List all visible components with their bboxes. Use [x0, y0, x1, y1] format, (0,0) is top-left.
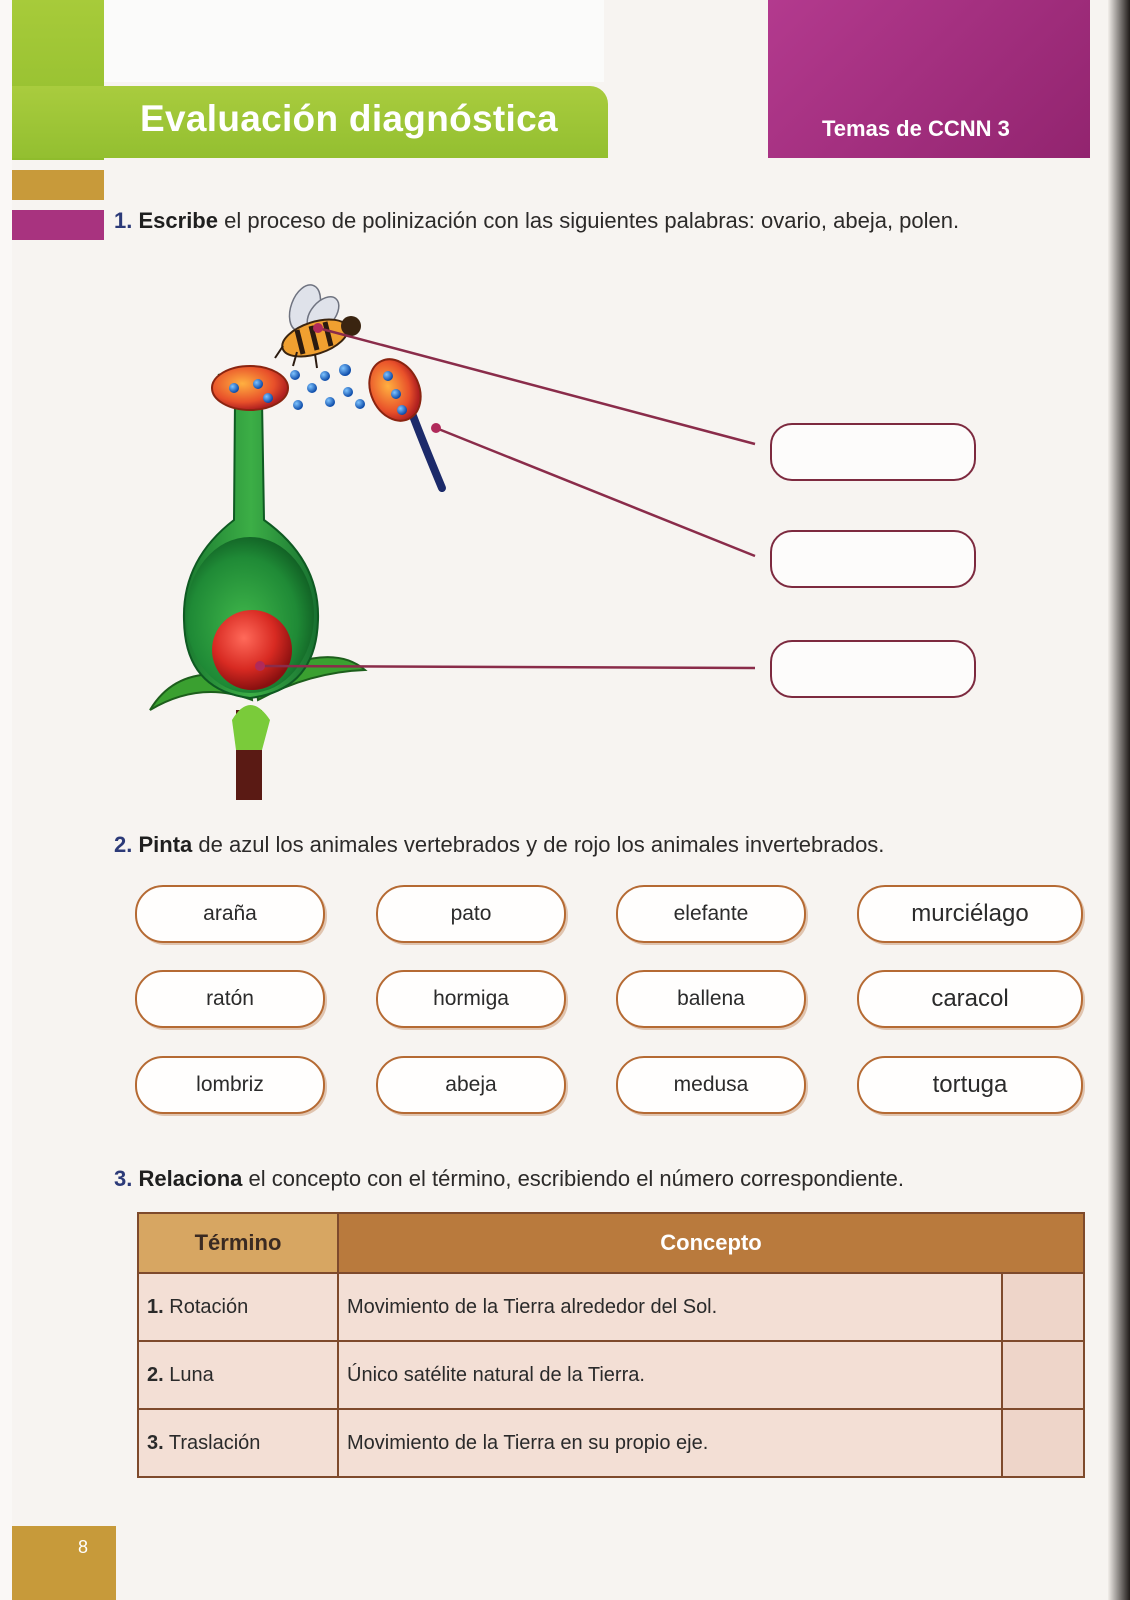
page-margin [0, 0, 12, 1600]
question-keyword: Escribe [138, 208, 218, 233]
concept-cell: Movimiento de la Tierra alrededor del Sol. [338, 1273, 1002, 1341]
term-cell [138, 1409, 338, 1477]
answer-box-1[interactable] [770, 423, 976, 481]
table-row [138, 1341, 1084, 1409]
animal-pill[interactable]: lombriz [135, 1056, 325, 1114]
animal-pill[interactable]: abeja [376, 1056, 566, 1114]
animal-pill[interactable]: elefante [616, 885, 806, 943]
column-header-concept: Concepto [338, 1213, 1084, 1273]
subject-label: Temas de CCNN 3 [822, 116, 1010, 141]
header-white-block [104, 0, 604, 82]
answer-box-2[interactable] [770, 530, 976, 588]
column-header-term: Término [138, 1213, 338, 1273]
concept-cell: Movimiento de la Tierra en su propio eje. [338, 1409, 1002, 1477]
page-title: Evaluación diagnóstica [140, 98, 558, 139]
answer-box-3[interactable] [770, 640, 976, 698]
animal-pill[interactable]: ratón [135, 970, 325, 1028]
term-number: 3. [147, 1431, 164, 1454]
animal-pill[interactable]: pato [376, 885, 566, 943]
question-1 [114, 208, 959, 234]
flower-stem [232, 705, 270, 800]
term-number: 2. [147, 1363, 164, 1386]
stamen-filament [410, 408, 442, 488]
stigma [212, 366, 288, 410]
table-row [138, 1409, 1084, 1477]
animal-pill[interactable]: araña [135, 885, 325, 943]
answer-cell[interactable] [1002, 1409, 1084, 1477]
animal-pill[interactable]: medusa [616, 1056, 806, 1114]
answer-cell[interactable] [1002, 1273, 1084, 1341]
term-cell [138, 1341, 338, 1409]
ovary [212, 610, 292, 690]
question-keyword: Relaciona [138, 1166, 243, 1191]
term-label: Luna [169, 1363, 214, 1386]
table-header-row [138, 1213, 1084, 1273]
page-number: 8 [78, 1537, 89, 1557]
question-text: de azul los animales vertebrados y de rojo los animales invertebrados. [192, 832, 885, 857]
accent-bar-magenta [12, 210, 104, 240]
question-number: 2. [114, 832, 133, 857]
question-number: 3. [114, 1166, 133, 1191]
animal-pill[interactable]: caracol [857, 970, 1083, 1028]
question-number: 1. [114, 208, 133, 233]
concept-cell: Único satélite natural de la Tierra. [338, 1341, 1002, 1409]
answer-cell[interactable] [1002, 1341, 1084, 1409]
page-number-box [12, 1526, 116, 1600]
term-number: 1. [147, 1295, 164, 1318]
question-text: el concepto con el término, escribiendo el número correspondiente. [242, 1166, 905, 1191]
table-row [138, 1273, 1084, 1341]
page-binding-shadow [1108, 0, 1130, 1600]
question-keyword: Pinta [138, 832, 193, 857]
term-label: Traslación [168, 1431, 261, 1454]
term-label: Rotación [169, 1295, 249, 1318]
accent-bar-tan [12, 170, 104, 200]
matching-table [137, 1212, 1085, 1478]
animal-pill[interactable]: tortuga [857, 1056, 1083, 1114]
animal-pill[interactable]: hormiga [376, 970, 566, 1028]
animal-pill[interactable]: murciélago [857, 885, 1083, 943]
connector-lines [255, 323, 755, 671]
question-text: el proceso de polinización con las siguientes palabras: ovario, abeja, polen. [217, 208, 960, 233]
term-cell [138, 1273, 338, 1341]
animal-pill[interactable]: ballena [616, 970, 806, 1028]
pollination-diagram [140, 280, 840, 800]
question-2 [114, 832, 884, 858]
question-3 [114, 1166, 904, 1192]
